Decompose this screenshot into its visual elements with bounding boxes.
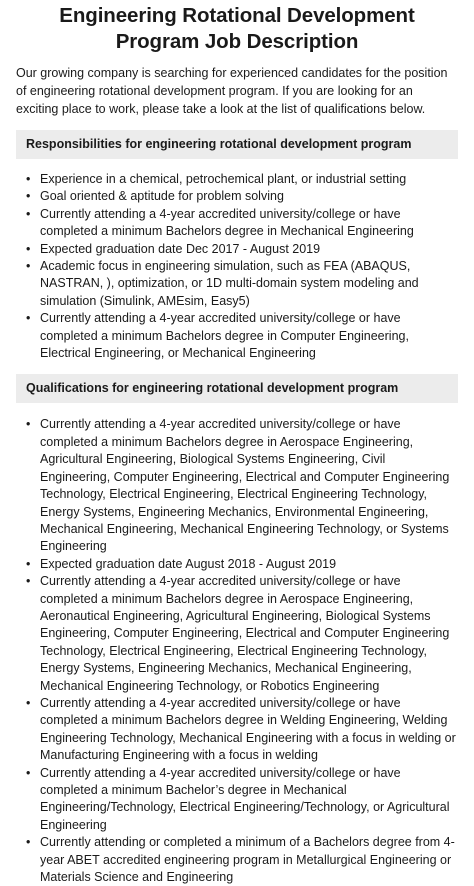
bullet-icon: • bbox=[26, 835, 31, 850]
list-item-text: Expected graduation date Dec 2017 - August 2019 bbox=[40, 241, 321, 256]
bullet-icon: • bbox=[26, 189, 31, 204]
list-item-text: Academic focus in engineering simulation, such as FEA (ABAQUS, NASTRAN, ), optimization, or 1D multi-domain system modeling and simulation (Simulink, AMEsim, Easy5) bbox=[40, 259, 419, 308]
bullet-icon: • bbox=[26, 765, 31, 780]
bullet-icon: • bbox=[26, 311, 31, 326]
bullet-icon: • bbox=[26, 241, 31, 256]
intro-paragraph: Our growing company is searching for experienced candidates for the position of engineering rotational development program. If you are looking for an exciting place to work, please take a look at the list of qualifications below. bbox=[16, 66, 448, 116]
list-item bbox=[26, 695, 458, 765]
bullet-icon: • bbox=[26, 259, 31, 274]
list-item-text: Currently attending a 4-year accredited university/college or have completed a minimum Bachelors degree in Aerospace Engineering, Aeronautical Engineering, Agricultural Engineering, Biological Systems Engineering, Computer Engineering, Electrical and Computer Engineering Technology, Electrical Engineering, Electrical Engineering Technology, Energy Systems, Engineering Mechanics, Mechanical Engineering, Mechanical Engineering Technology, or Robotics Engineering bbox=[40, 574, 450, 693]
list-item-text: Currently attending a 4-year accredited university/college or have completed a minimum Bachelor’s degree in Mechanical Engineering/Technology, Electrical Engineering/Technology, or Agricultural Engineering bbox=[40, 765, 450, 832]
list-item bbox=[26, 171, 458, 188]
bullet-icon: • bbox=[26, 574, 31, 589]
list-item bbox=[26, 241, 458, 258]
list-item-text: Currently attending a 4-year accredited university/college or have completed a minimum Bachelors degree in Mechanical Engineering bbox=[40, 206, 414, 239]
responsibilities-heading: Responsibilities for engineering rotational development program bbox=[16, 130, 458, 159]
bullet-icon: • bbox=[26, 417, 31, 432]
list-item bbox=[26, 310, 458, 362]
list-item-text: Currently attending a 4-year accredited university/college or have completed a minimum Bachelors degree in Aerospace Engineering, Agricultural Engineering, Biological Systems Engineering, Civil Engineering, Computer Engineering, Electrical and Computer Engineering Technology, Electrical Engineering, Electrical Engineering Technology, Energy Systems, Engineering Mechanics, Environmental Engineering, Mechanical Engineering, Mechanical Engineering Technology, or Systems Engineering bbox=[40, 417, 450, 554]
bullet-icon: • bbox=[26, 206, 31, 221]
responsibilities-list bbox=[16, 171, 458, 362]
page-title: Engineering Rotational Development Program Job Description bbox=[59, 4, 415, 53]
qualifications-list bbox=[16, 416, 458, 886]
list-item bbox=[26, 206, 458, 241]
bullet-icon: • bbox=[26, 172, 31, 186]
list-item bbox=[26, 573, 458, 695]
list-item-text: Expected graduation date August 2018 - August 2019 bbox=[40, 556, 337, 571]
job-description-page bbox=[0, 3, 474, 886]
list-item bbox=[26, 765, 458, 835]
list-item-text: Currently attending a 4-year accredited university/college or have completed a minimum Bachelors degree in Welding Engineering, Welding Engineering Technology, Mechanical Engineering with a focus in welding or Manufacturing Engineering with a focus in welding bbox=[40, 695, 456, 763]
bullet-icon: • bbox=[26, 556, 31, 571]
list-item bbox=[26, 258, 458, 310]
list-item bbox=[26, 188, 458, 205]
list-item-text: Currently attending or completed a minimum of a Bachelors degree from 4-year ABET accredited engineering program in Metallurgical Engineering or Materials Science and Engineering bbox=[40, 835, 455, 885]
list-item bbox=[26, 416, 458, 555]
list-item-text: Experience in a chemical, petrochemical plant, or industrial setting bbox=[40, 172, 407, 186]
list-item bbox=[26, 834, 458, 886]
list-item-text: Goal oriented & aptitude for problem solving bbox=[40, 189, 284, 204]
qualifications-heading: Qualifications for engineering rotational development program bbox=[16, 374, 458, 403]
list-item bbox=[26, 556, 458, 573]
bullet-icon: • bbox=[26, 695, 31, 710]
list-item-text: Currently attending a 4-year accredited university/college or have completed a minimum Bachelors degree in Computer Engineering, Electrical Engineering, or Mechanical Engineering bbox=[40, 311, 409, 361]
